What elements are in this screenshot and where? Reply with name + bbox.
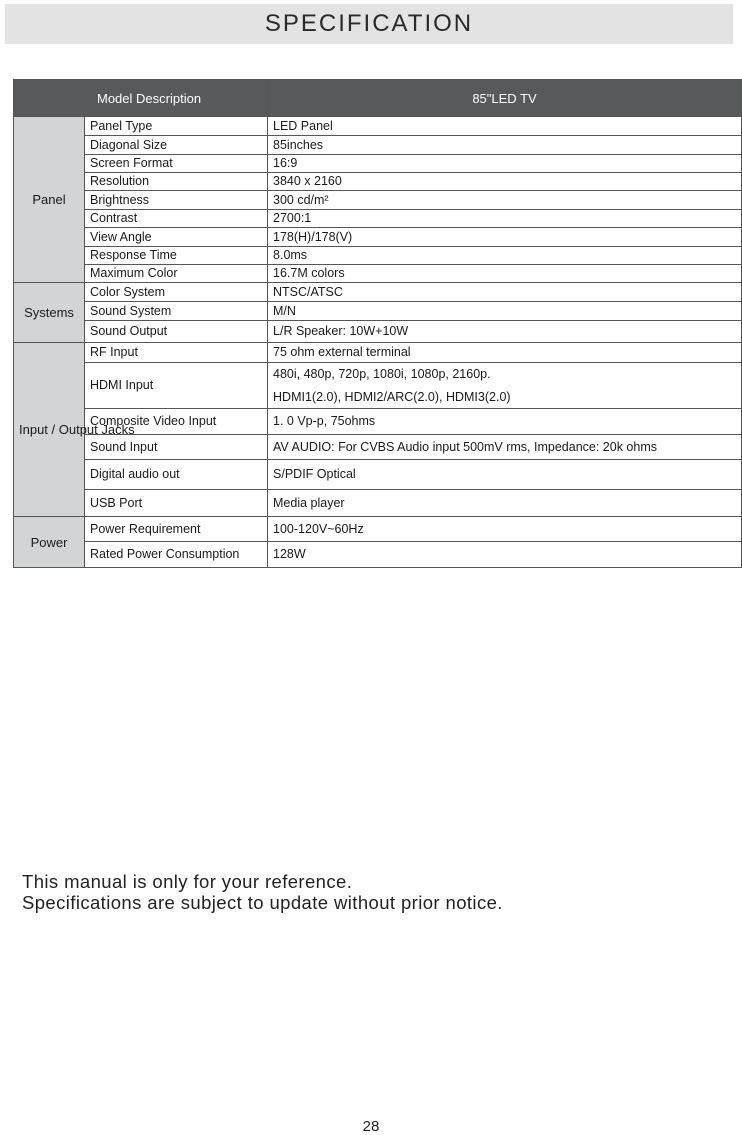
- table-row: [14, 155, 742, 173]
- specification-table: [13, 79, 742, 568]
- table-row: [14, 265, 742, 283]
- spec-value: [268, 542, 742, 568]
- table-row: [14, 363, 742, 409]
- spec-value-line: AV AUDIO: For CVBS Audio input 500mV rms, Impedance: 20k ohms: [273, 439, 657, 454]
- spec-value: [268, 321, 742, 343]
- table-row: [14, 283, 742, 302]
- spec-value-line: 100-120V~60Hz: [273, 521, 364, 536]
- table-row: [14, 210, 742, 228]
- spec-value: [268, 228, 742, 247]
- spec-value-line: S/PDIF Optical: [273, 467, 356, 481]
- spec-value-line: 85inches: [273, 137, 324, 152]
- spec-value-line: Media player: [273, 495, 345, 510]
- spec-label: Power Requirement: [85, 517, 268, 542]
- spec-value: [268, 155, 742, 173]
- spec-label: Contrast: [85, 210, 268, 228]
- spec-value-line: 3840 x 2160: [273, 174, 342, 188]
- footer-line-1: This manual is only for your reference.: [22, 871, 353, 892]
- spec-value-line: NTSC/ATSC: [273, 284, 343, 299]
- table-row: [14, 117, 742, 136]
- table-row: [14, 247, 742, 265]
- page-title: SPECIFICATION: [264, 10, 474, 37]
- spec-label: Digital audio out: [85, 460, 268, 490]
- spec-value: [268, 283, 742, 302]
- spec-value-line: 16.7M colors: [273, 266, 345, 280]
- spec-label: Sound Output: [85, 321, 268, 343]
- spec-label: RF Input: [85, 343, 268, 363]
- spec-value: [268, 247, 742, 265]
- spec-value-line: 178(H)/178(V): [273, 229, 353, 244]
- footer-note: [22, 871, 503, 913]
- table-row: [14, 136, 742, 155]
- table-row: [14, 321, 742, 343]
- spec-value-line: 128W: [273, 547, 306, 561]
- table-row: [14, 435, 742, 460]
- spec-value: [268, 490, 742, 517]
- spec-value-line: 8.0ms: [273, 248, 308, 262]
- table-body: [14, 117, 742, 568]
- table-row: [14, 542, 742, 568]
- spec-value: [268, 302, 742, 321]
- spec-label: Panel Type: [85, 117, 268, 136]
- table-header-row: [14, 80, 742, 117]
- spec-value-line: 16:9: [273, 156, 298, 170]
- spec-value: [268, 409, 742, 435]
- table-row: [14, 490, 742, 517]
- table-row: [14, 302, 742, 321]
- spec-label: USB Port: [85, 490, 268, 517]
- category-cell: Systems: [14, 283, 85, 343]
- category-cell: Input / Output Jacks: [14, 343, 85, 517]
- footer-line-2: Specifications are subject to update without prior notice.: [22, 892, 503, 913]
- spec-value: [268, 265, 742, 283]
- table-row: [14, 191, 742, 210]
- spec-label: View Angle: [85, 228, 268, 247]
- spec-label: Diagonal Size: [85, 136, 268, 155]
- spec-label: Response Time: [85, 247, 268, 265]
- spec-value-line: 2700:1: [273, 211, 312, 225]
- spec-value-line: LED Panel: [273, 118, 333, 133]
- spec-value-line: HDMI1(2.0), HDMI2/ARC(2.0), HDMI3(2.0): [273, 389, 511, 404]
- spec-value-line: L/R Speaker: 10W+10W: [273, 324, 409, 338]
- table-row: [14, 517, 742, 542]
- page-number: 28: [362, 1118, 380, 1135]
- spec-value: [268, 363, 742, 409]
- spec-label: Resolution: [85, 173, 268, 191]
- spec-value: [268, 117, 742, 136]
- category-cell: Power: [14, 517, 85, 568]
- spec-value: [268, 210, 742, 228]
- spec-label: Sound System: [85, 302, 268, 321]
- spec-label: Rated Power Consumption: [85, 542, 268, 568]
- spec-value-line: 480i, 480p, 720p, 1080i, 1080p, 2160p.: [273, 366, 491, 381]
- spec-label: Composite Video Input: [85, 409, 268, 435]
- table-row: [14, 343, 742, 363]
- title-bar: [5, 4, 733, 44]
- spec-value-line: M/N: [273, 303, 296, 318]
- spec-value: [268, 343, 742, 363]
- spec-value: [268, 136, 742, 155]
- category-cell: Panel: [14, 117, 85, 283]
- spec-label: Color System: [85, 283, 268, 302]
- spec-value: [268, 517, 742, 542]
- spec-value: [268, 460, 742, 490]
- spec-value: [268, 435, 742, 460]
- table-row: [14, 460, 742, 490]
- header-model-value: 85"LED TV: [268, 80, 742, 117]
- spec-label: Brightness: [85, 191, 268, 210]
- spec-label: Maximum Color: [85, 265, 268, 283]
- spec-label: Screen Format: [85, 155, 268, 173]
- header-model-description: Model Description: [14, 80, 268, 117]
- spec-value-line: 300 cd/m²: [273, 192, 329, 207]
- spec-value-line: 75 ohm external terminal: [273, 345, 411, 359]
- spec-label: Sound Input: [85, 435, 268, 460]
- spec-value: [268, 173, 742, 191]
- spec-value: [268, 191, 742, 210]
- table-row: [14, 228, 742, 247]
- table-row: [14, 173, 742, 191]
- spec-value-line: 1. 0 Vp-p, 75ohms: [273, 414, 376, 428]
- spec-label: HDMI Input: [85, 363, 268, 409]
